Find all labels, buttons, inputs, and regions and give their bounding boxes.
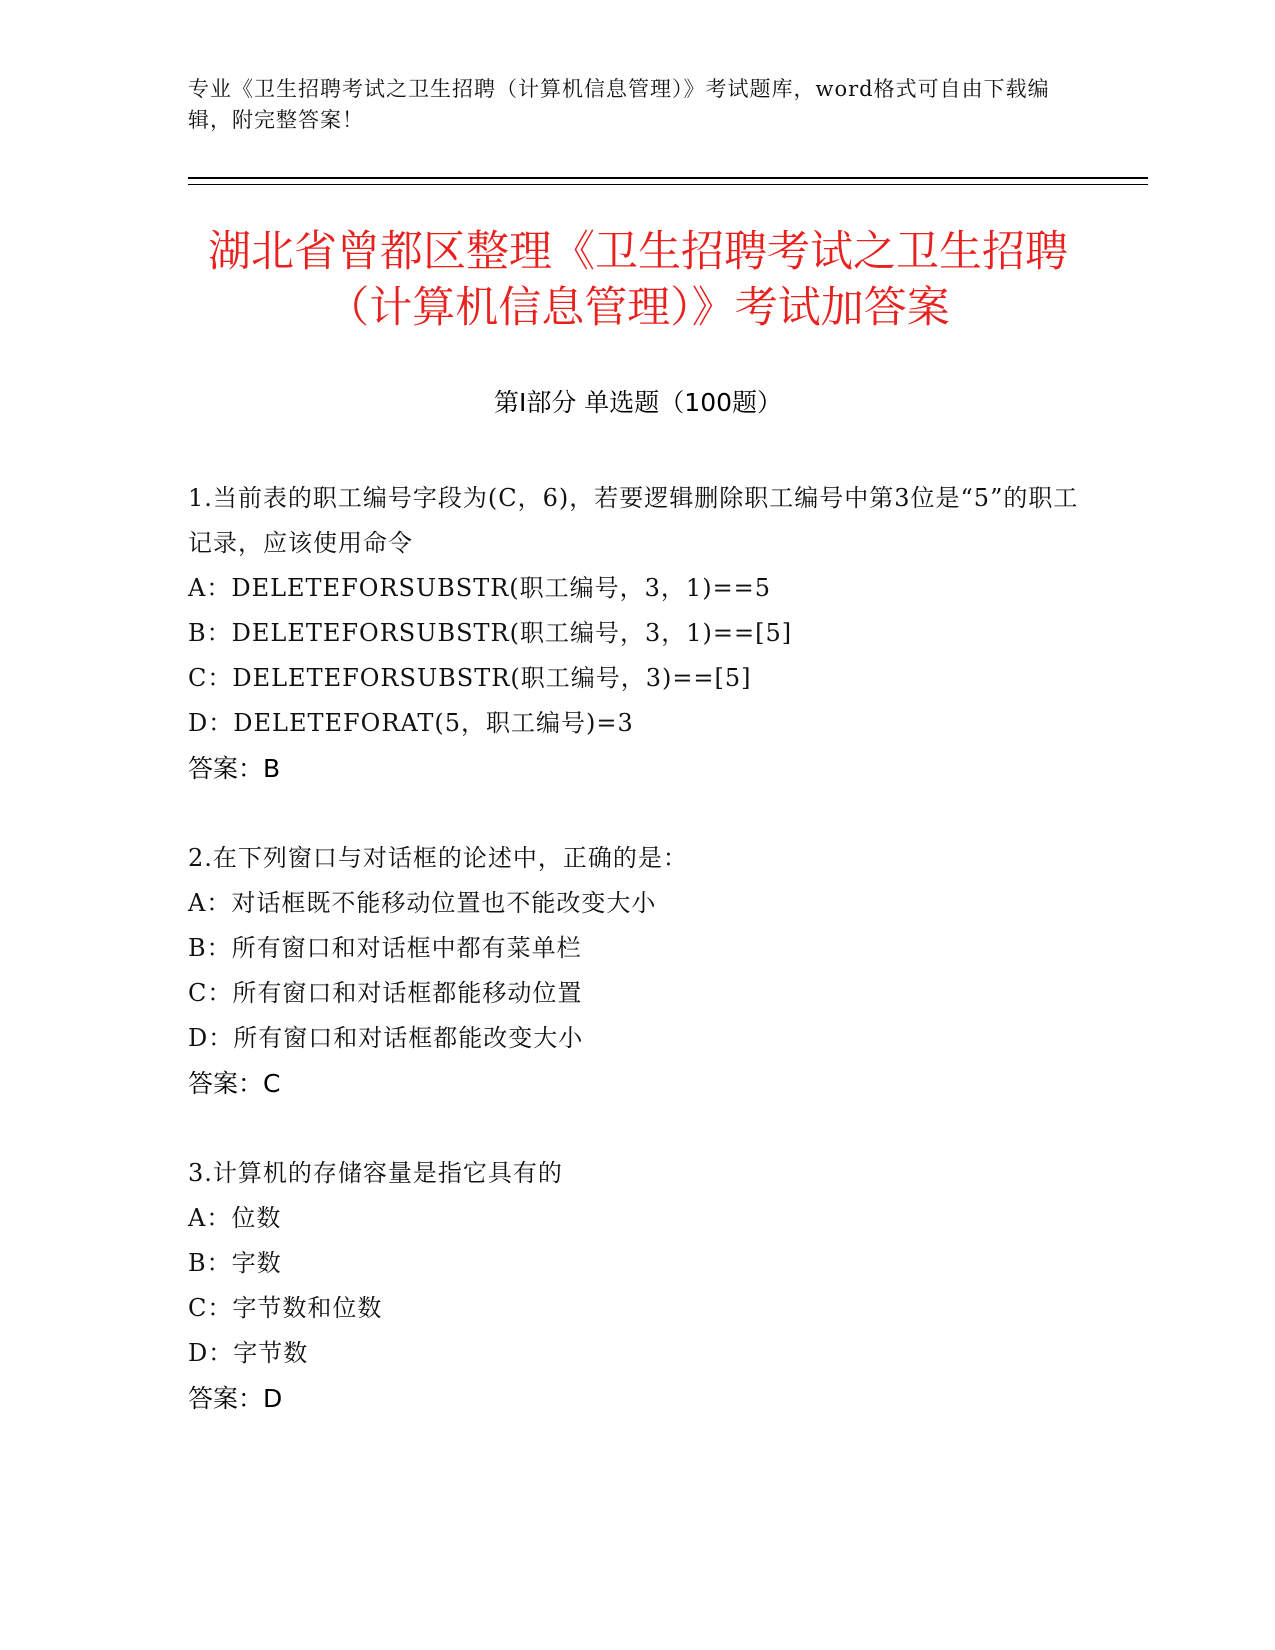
question-stem: 3.计算机的存储容量是指它具有的	[188, 1159, 563, 1187]
header-rule-thick	[188, 177, 1148, 179]
header-note: 专业《卫生招聘考试之卫生招聘（计算机信息管理）》考试题库，word格式可自由下载编辑，附完整答案！	[188, 77, 1050, 132]
option-d: D：字节数	[188, 1339, 309, 1367]
option-a: A：DELETEFORSUBSTR(职工编号，3，1)==5	[188, 574, 772, 602]
option-b: B：所有窗口和对话框中都有菜单栏	[188, 934, 582, 962]
option-b: B：字数	[188, 1249, 282, 1277]
question-3	[188, 1151, 1088, 1421]
question-stem: 1.当前表的职工编号字段为(C，6)，若要逻辑删除职工编号中第3位是“5”的职工记录，应该使用命令	[188, 484, 1079, 557]
option-a: A：对话框既不能移动位置也不能改变大小	[188, 889, 657, 917]
option-d: D：DELETEFORAT(5，职工编号)=3	[188, 709, 634, 737]
question-2	[188, 836, 1088, 1106]
section-heading: 第Ⅰ部分 单选题（100题）	[493, 388, 783, 417]
question-stem: 2.在下列窗口与对话框的论述中，正确的是：	[188, 844, 688, 872]
option-a: A：位数	[188, 1204, 282, 1232]
option-d: D：所有窗口和对话框都能改变大小	[188, 1024, 584, 1052]
option-c: C：DELETEFORSUBSTR(职工编号，3)==[5]	[188, 664, 752, 692]
option-b: B：DELETEFORSUBSTR(职工编号，3，1)==[5]	[188, 619, 793, 647]
option-c: C：字节数和位数	[188, 1294, 383, 1322]
answer: 答案：D	[188, 1384, 283, 1413]
answer: 答案：C	[188, 1069, 281, 1098]
document-title: 湖北省曾都区整理《卫生招聘考试之卫生招聘（计算机信息管理）》考试加答案	[208, 227, 1068, 333]
answer: 答案：B	[188, 754, 281, 783]
option-c: C：所有窗口和对话框都能移动位置	[188, 979, 583, 1007]
question-list	[188, 476, 1088, 1466]
header-rule-thin	[188, 184, 1148, 185]
question-1	[188, 476, 1088, 791]
